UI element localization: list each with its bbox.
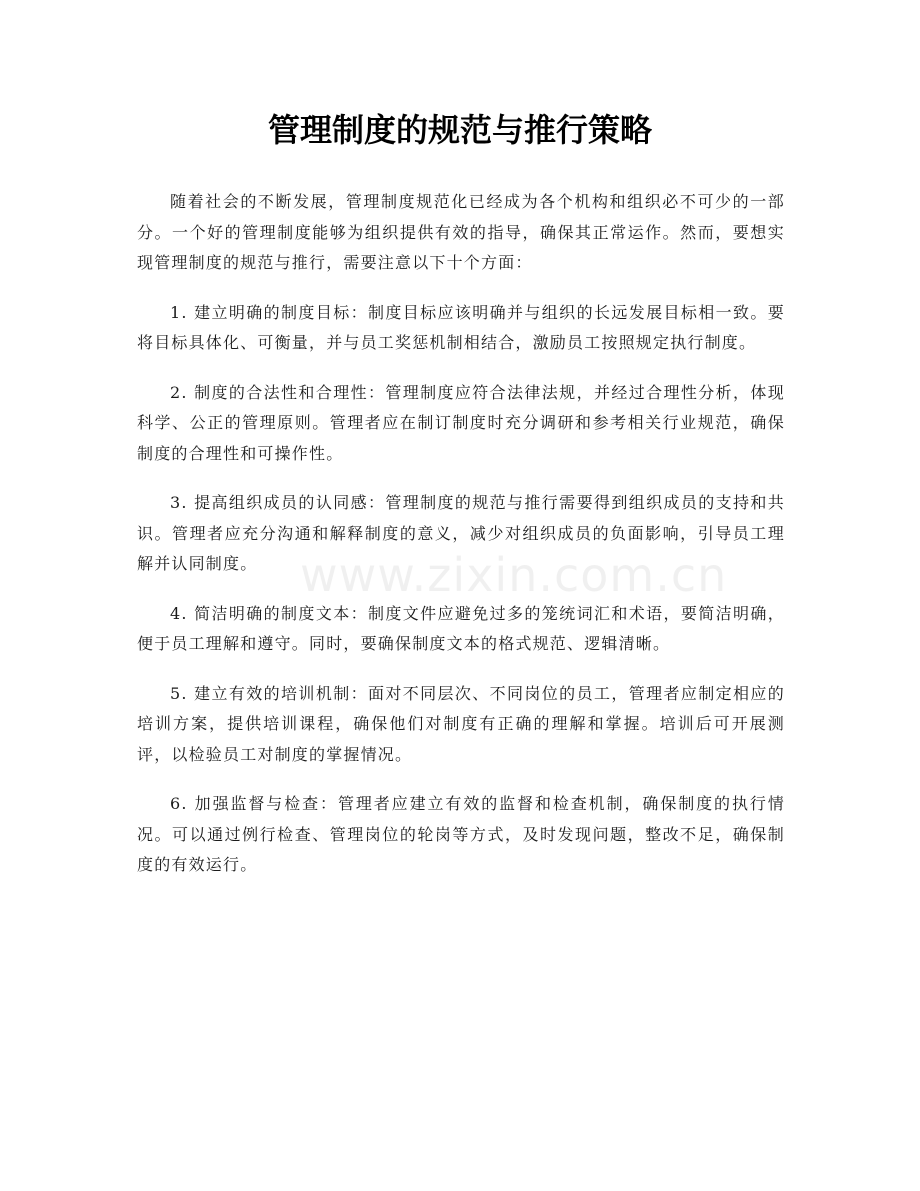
intro-paragraph: 随着社会的不断发展，管理制度规范化已经成为各个机构和组织必不可少的一部分。一个好的管理制度能够为组织提供有效的指导，确保其正常运作。然而，要想实现管理制度的规范与推行，需要注意以下十个方面： [137,192,785,272]
list-item-4: 4. 简洁明确的制度文本：制度文件应避免过多的笼统词汇和术语，要简洁明确，便于员工理解和遵守。同时，要确保制度文本的格式规范、逻辑清晰。 [137,603,785,653]
document-body [137,187,785,900]
page-title: 管理制度的规范与推行策略 [267,111,652,149]
list-item-3: 3. 提高组织成员的认同感：管理制度的规范与推行需要得到组织成员的支持和共识。管理者应充分沟通和解释制度的意义，减少对组织成员的负面影响，引导员工理解并认同制度。 [137,493,785,573]
list-item-2: 2. 制度的合法性和合理性：管理制度应符合法律法规，并经过合理性分析，体现科学、公正的管理原则。管理者应在制订制度时充分调研和参考相关行业规范，确保制度的合理性和可操作性。 [137,382,785,463]
list-item-5: 5. 建立有效的培训机制：面对不同层次、不同岗位的员工，管理者应制定相应的培训方案，提供培训课程，确保他们对制度有正确的理解和掌握。培训后可开展测评，以检验员工对制度的掌握情况。 [137,683,785,764]
list-item-1: 1. 建立明确的制度目标：制度目标应该明确并与组织的长远发展目标相一致。要将目标具体化、可衡量，并与员工奖惩机制相结合，激励员工按照规定执行制度。 [137,302,785,352]
list-item-6: 6. 加强监督与检查：管理者应建立有效的监督和检查机制，确保制度的执行情况。可以通过例行检查、管理岗位的轮岗等方式，及时发现问题，整改不足，确保制度的有效运行。 [137,794,785,874]
watermark: www.zixin.com.cn [300,548,728,602]
